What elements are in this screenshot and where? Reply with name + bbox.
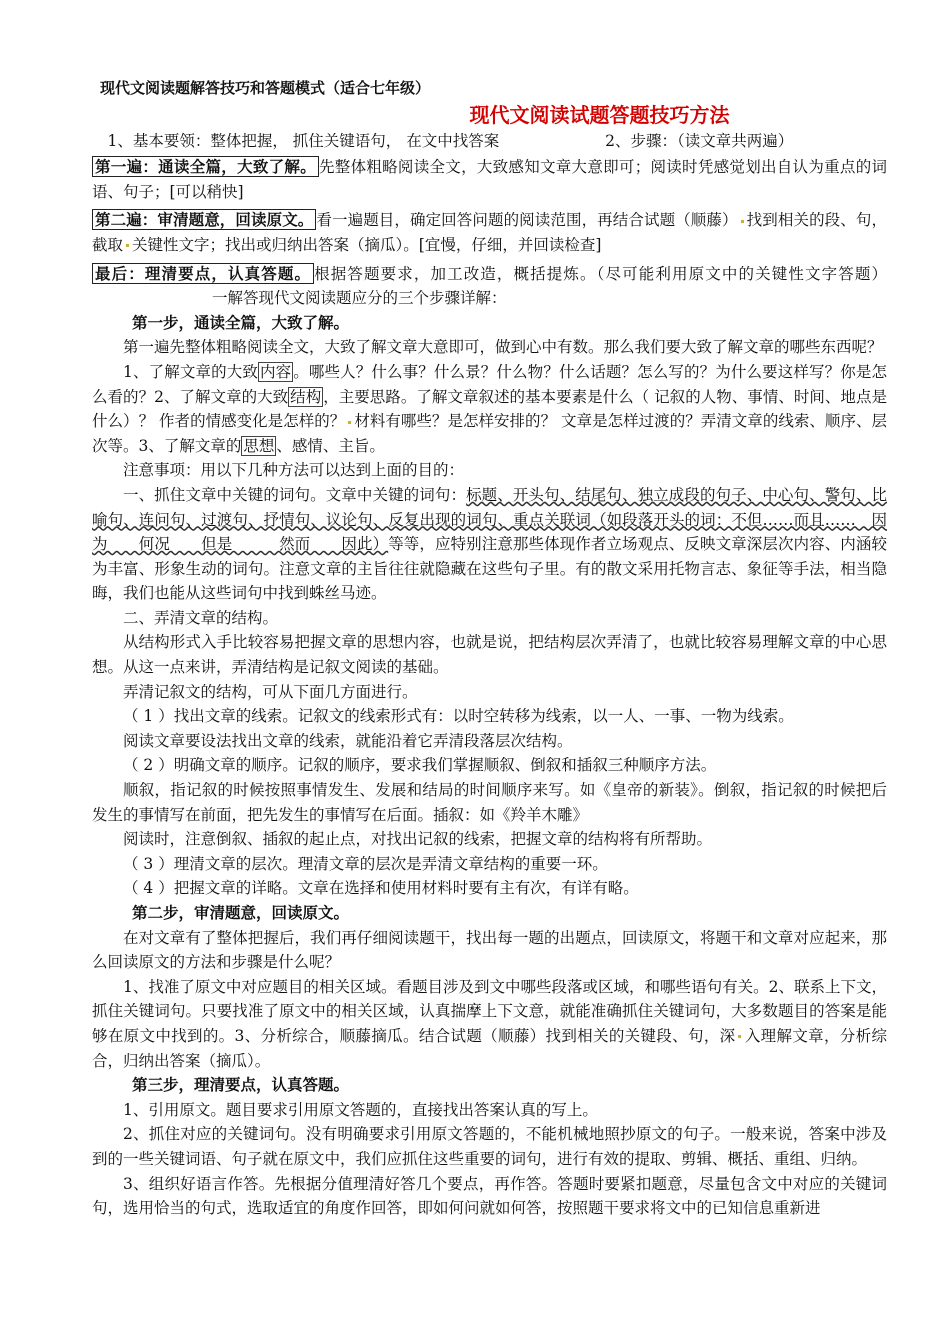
first-read-text: 先整体粗略阅读全文，大致感知文章大意即可；阅读时凭感觉划出自认为重点的词语、句子；[可以稍快] [92,158,887,201]
mark-dot [126,244,129,247]
paragraph-8: （ 1 ）找出文章的线索。记叙文的线索形式有：以时空转移为线索，以一人、一事、一物为线索。 [123,707,794,726]
first-read-label: 第一遍：通读全篇，大致了解。 [92,156,319,177]
second-read-paragraph [92,208,887,257]
document-body [92,76,887,1221]
first-read-paragraph [92,155,887,204]
boxed-word-content: 内容 [260,362,292,381]
step-one-heading: 第一步，通读全篇，大致了解。 [132,312,350,332]
second-read-text-b: 找到相关的段、句，截取 [92,211,887,254]
document-title: 现代文阅读试题答题技巧方法 [469,102,730,127]
step-two-heading: 第二步，审清题意，回读原文。 [132,903,350,922]
paragraph-10: （ 2 ）明确文章的顺序。记叙的顺序，要求我们掌握顺叙、倒叙和插叙三种顺序方法。 [123,756,717,775]
final-step-paragraph [92,262,887,311]
paragraph-1: 第一遍先整体粗略阅读全文，大致了解文章大意即可，做到心中有数。那么我们要大致了解文章的哪些东西呢？ [123,338,883,357]
paragraph-16 [92,975,887,1073]
paragraph-5: 二、弄清文章的结构。 [123,608,279,627]
key-sentence-list: 标题、开头句、结尾句、独立成段的句子、中心句、警句、比喻句、连问句、过渡句、抒情句、议论句、反复出现的词句、重点关联词（如段落开头的词：不但……而且…… 因为 何况 但是 然而 因此） [92,485,887,554]
paragraph-14: （ 4 ）把握文章的详略。文章在选择和使用材料时要有主有次，有详有略。 [123,879,639,898]
paragraph-18: 2、抓住对应的关键词句。没有明确要求引用原文答题的，不能机械地照抄原文的句子。一般来说，答案中涉及到的一些关键词语、句子就在原文中，我们应抓住这些重要的词句，进行有效的提取、剪辑、概括、重组、归纳。 [92,1125,887,1168]
mark-dot [738,1035,741,1038]
basic-essentials [92,129,887,154]
step-three-heading: 第三步，理清要点，认真答题。 [132,1075,350,1095]
paragraph-4-a: 一、抓住文章中关键的词句。文章中关键的词句： [123,485,467,504]
second-read-label: 第二遍：审清题意，回读原文。 [92,209,316,230]
basic-text: 1、基本要领：整体把握， 抓住关键语句， 在文中找答案 [107,131,500,150]
paragraph-17: 1、引用原文。题目要求引用原文答题的，直接找出答案认真的写上。 [123,1100,598,1119]
paragraph-2-d: 材料有哪些？是怎样安排的？ 文章是怎样过渡的？弄清文章的线索、顺序、层次等。3、了解文章的 [92,412,887,455]
paragraph-16-a: 1、找准了原文中对应题目的相关区域。看题目涉及到文中哪些段落或区域，和哪些语句有关。2、联系上下文，抓住关键词句。只要找准了原文中的相关区域，认真揣摩上下文意，就能准确抓住关键词句，大多数题目的答案是能够在原文中找到的。3、分析综合，顺藤摘瓜。结合试题（顺藤）找到相关的关键段、句，深 [92,977,887,1045]
steps-text: 2、步骤：（读文章共两遍） [605,131,794,150]
paragraph-16-b: 入理解文章，分析综合，归纳出答案（摘瓜）。 [92,1026,887,1070]
final-step-label: 最后：理清要点，认真答题。 [92,263,314,284]
paragraph-4 [92,483,887,606]
final-step-tail: 一解答现代文阅读题应分的三个步骤详解： [212,289,507,308]
mark-dot [348,421,351,424]
final-step-text: 根据答题要求，加工改造，概括提炼。（尽可能利用原文中的关键性文字答题） [314,264,887,283]
paragraph-15: 在对文章有了整体把握后，我们再仔细阅读题干，找出每一题的出题点，回读原文，将题干和文章对应起来，那么回读原文的方法和步骤是什么呢？ [92,928,887,972]
paragraph-3: 注意事项：用以下几种方法可以达到上面的目的： [123,461,465,480]
paragraph-2-b: 。哪些人？什么事？什么景？什么物？什么话题？怎么写的？为什么要这样写？你是怎么看的？2、了解文章的大致 [92,362,887,406]
paragraph-9: 阅读文章要设法找出文章的线索，就能沿着它弄清段落层次结构。 [123,731,573,750]
paragraph-13: （ 3 ）理清文章的层次。理清文章的层次是弄清文章结构的重要一环。 [123,854,608,873]
second-read-text-c: 关键性文字；找出或归纳出答案（摘瓜）。[宜慢，仔细，并回读检查] [132,235,602,254]
boxed-word-thought: 思想 [243,436,275,455]
paragraph-4-b: 等等，应特别注意那些体现作者立场观点、反映文章深层次内容、内涵较为丰富、形象生动的词句。注意文章的主旨往往就隐藏在这些句子里。有的散文采用托物言志、象征等手法，相当隐晦，我们也能从这些词句中找到蛛丝马迹。 [92,535,887,603]
paragraph-2-e: 、感情、主旨。 [276,436,385,455]
paragraph-11: 顺叙，指记叙的时候按照事情发生、发展和结局的时间顺序来写。如《皇帝的新装》。倒叙，指记叙的时候把后发生的事情写在前面，把先发生的事情写在后面。插叙：如《羚羊木雕》 [92,781,887,824]
document-subtitle: 现代文阅读题解答技巧和答题模式（适合七年级） [100,79,431,97]
paragraph-2 [92,360,887,458]
second-read-text-a: 看一遍题目，确定回答问题的阅读范围，再结合试题（顺藤） [316,211,738,230]
paragraph-6: 从结构形式入手比较容易把握文章的思想内容，也就是说，把结构层次弄清了，也就比较容易理解文章的中心思想。从这一点来讲，弄清结构是记叙文阅读的基础。 [92,633,887,677]
paragraph-12: 阅读时，注意倒叙、插叙的起止点，对找出记叙的线索，把握文章的结构将有所帮助。 [123,830,713,849]
paragraph-2-a: 1、了解文章的大致 [123,362,259,381]
paragraph-2-c: ，主要思路。了解文章叙述的基本要素是什么（ 记叙的人物、事情、时间、地点是什么）？ 作者的情感变化是怎样的？ [92,387,887,431]
paragraph-7: 弄清记叙文的结构，可从下面几方面进行。 [123,682,418,701]
boxed-word-structure: 结构 [290,387,322,406]
paragraph-19: 3、组织好语言作答。先根据分值理清好答几个要点，再作答。答题时要紧扣题意，尽量包含文中对应的关键词句，选用恰当的句式，选取适宜的角度作回答，即如何问就如何答，按照题干要求将文中的已知信息重新进 [92,1174,887,1218]
mark-dot [741,220,744,223]
